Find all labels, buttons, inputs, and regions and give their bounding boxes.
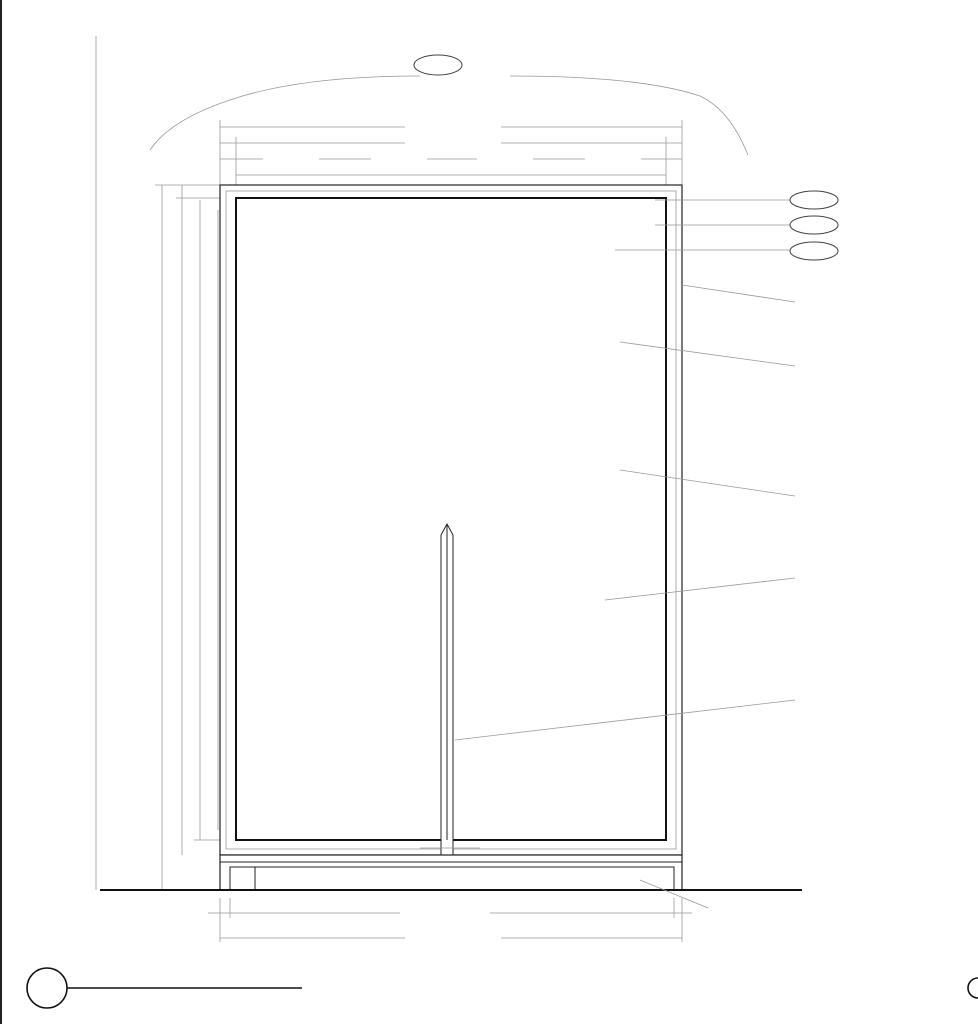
title-block	[27, 968, 978, 1008]
left-dimensions	[96, 36, 236, 890]
handle	[441, 524, 453, 862]
bottom-dimensions	[208, 898, 692, 945]
plinth	[100, 855, 802, 890]
fb400-tag-bubble	[414, 55, 462, 75]
top-dimensions	[220, 120, 682, 185]
